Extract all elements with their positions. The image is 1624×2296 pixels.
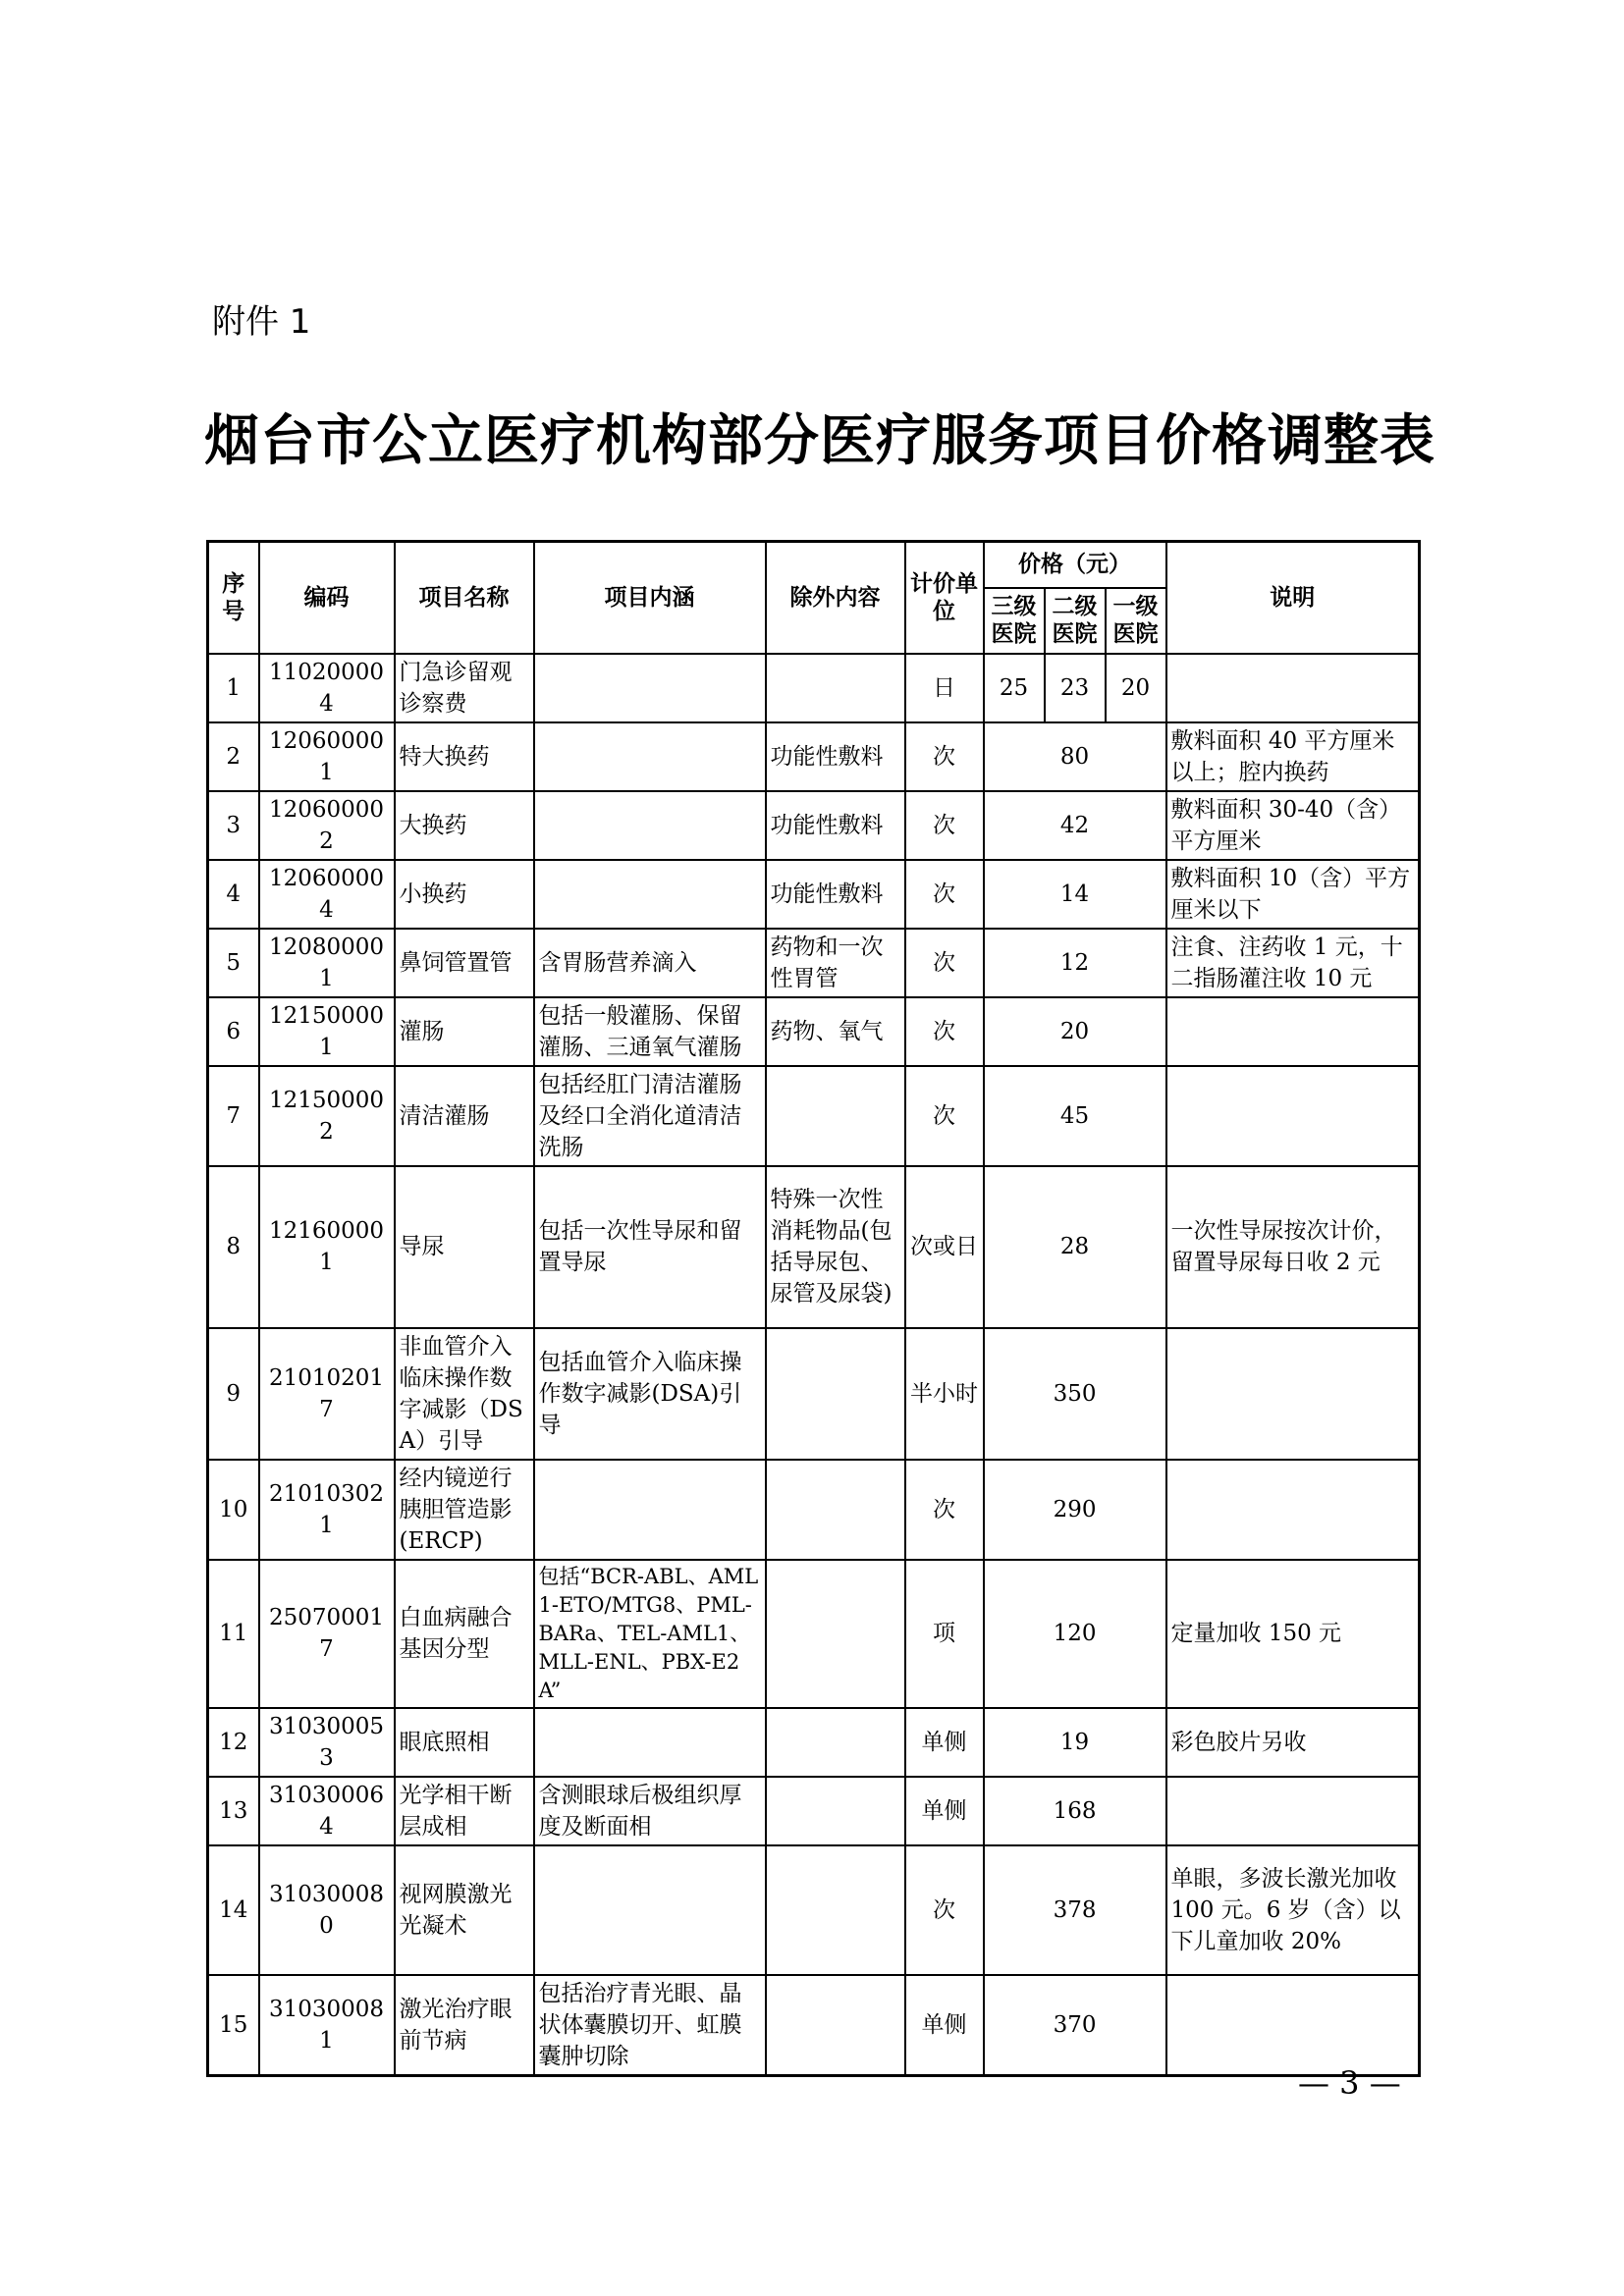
header-seq: 序号 <box>208 542 259 654</box>
cell-price: 120 <box>984 1560 1166 1708</box>
cell-excluded <box>766 1708 905 1777</box>
cell-content: 包括“BCR-ABL、AML1-ETO/MTG8、PML-BARa、TEL-AML1、MLL-ENL、PBX-E2A” <box>534 1560 766 1708</box>
cell-unit: 日 <box>905 654 984 722</box>
cell-code: 310300053 <box>259 1708 395 1777</box>
cell-price: 350 <box>984 1328 1166 1460</box>
cell-price: 28 <box>984 1166 1166 1328</box>
cell-content: 包括治疗青光眼、晶状体囊膜切开、虹膜囊肿切除 <box>534 1975 766 2076</box>
cell-unit: 次 <box>905 1845 984 1975</box>
cell-unit: 半小时 <box>905 1328 984 1460</box>
cell-name: 白血病融合基因分型 <box>395 1560 534 1708</box>
cell-content: 包括血管介入临床操作数字减影(DSA)引导 <box>534 1328 766 1460</box>
table-row <box>208 1560 1420 1708</box>
cell-code: 120600004 <box>259 860 395 929</box>
cell-excluded <box>766 1777 905 1845</box>
cell-note <box>1166 1328 1420 1460</box>
cell-name: 经内镜逆行胰胆管造影(ERCP) <box>395 1460 534 1560</box>
cell-code: 310300064 <box>259 1777 395 1845</box>
cell-name: 非血管介入临床操作数字减影（DSA）引导 <box>395 1328 534 1460</box>
header-tier3: 三级医院 <box>984 588 1045 654</box>
cell-unit: 次或日 <box>905 1166 984 1328</box>
cell-name: 大换药 <box>395 791 534 860</box>
cell-note: 敷料面积 30-40（含）平方厘米 <box>1166 791 1420 860</box>
cell-name: 视网膜激光光凝术 <box>395 1845 534 1975</box>
cell-unit: 次 <box>905 1066 984 1166</box>
cell-note <box>1166 1777 1420 1845</box>
cell-excluded <box>766 1460 905 1560</box>
cell-unit: 次 <box>905 791 984 860</box>
table-row <box>208 1777 1420 1845</box>
cell-name: 鼻饲管置管 <box>395 929 534 997</box>
cell-content: 含胃肠营养滴入 <box>534 929 766 997</box>
cell-name: 光学相干断层成相 <box>395 1777 534 1845</box>
header-tier2: 二级医院 <box>1045 588 1106 654</box>
cell-note <box>1166 997 1420 1066</box>
cell-note: 彩色胶片另收 <box>1166 1708 1420 1777</box>
header-tier1: 一级医院 <box>1106 588 1166 654</box>
cell-price: 80 <box>984 722 1166 791</box>
cell-unit: 次 <box>905 722 984 791</box>
cell-seq: 9 <box>208 1328 259 1460</box>
cell-unit: 单侧 <box>905 1777 984 1845</box>
cell-note: 单眼，多波长激光加收 100 元。6 岁（含）以下儿童加收 20% <box>1166 1845 1420 1975</box>
cell-unit: 单侧 <box>905 1975 984 2076</box>
cell-seq: 1 <box>208 654 259 722</box>
cell-price: 370 <box>984 1975 1166 2076</box>
price-adjustment-table <box>206 540 1421 2077</box>
cell-note: 定量加收 150 元 <box>1166 1560 1420 1708</box>
cell-excluded <box>766 1975 905 2076</box>
table-row <box>208 1166 1420 1328</box>
cell-content: 包括一般灌肠、保留灌肠、三通氧气灌肠 <box>534 997 766 1066</box>
cell-seq: 14 <box>208 1845 259 1975</box>
cell-seq: 15 <box>208 1975 259 2076</box>
table-row <box>208 860 1420 929</box>
cell-excluded <box>766 1066 905 1166</box>
table-row <box>208 997 1420 1066</box>
page-number: — 3 — <box>1298 2064 1401 2102</box>
cell-price: 378 <box>984 1845 1166 1975</box>
cell-content: 包括经肛门清洁灌肠及经口全消化道清洁洗肠 <box>534 1066 766 1166</box>
cell-seq: 6 <box>208 997 259 1066</box>
cell-code: 110200004 <box>259 654 395 722</box>
cell-price: 42 <box>984 791 1166 860</box>
header-content: 项目内涵 <box>534 542 766 654</box>
cell-code: 210102017 <box>259 1328 395 1460</box>
cell-content <box>534 791 766 860</box>
cell-note: 敷料面积 40 平方厘米以上；腔内换药 <box>1166 722 1420 791</box>
cell-unit: 项 <box>905 1560 984 1708</box>
cell-price: 168 <box>984 1777 1166 1845</box>
cell-code: 210103021 <box>259 1460 395 1560</box>
cell-seq: 4 <box>208 860 259 929</box>
cell-name: 灌肠 <box>395 997 534 1066</box>
cell-excluded <box>766 654 905 722</box>
document-title: 烟台市公立医疗机构部分医疗服务项目价格调整表 <box>204 409 1435 473</box>
cell-price-tier1: 20 <box>1106 654 1166 722</box>
cell-name: 导尿 <box>395 1166 534 1328</box>
cell-excluded: 药物、氧气 <box>766 997 905 1066</box>
cell-code: 120600002 <box>259 791 395 860</box>
cell-note: 一次性导尿按次计价，留置导尿每日收 2 元 <box>1166 1166 1420 1328</box>
cell-name: 门急诊留观诊察费 <box>395 654 534 722</box>
cell-code: 250700017 <box>259 1560 395 1708</box>
cell-content <box>534 1708 766 1777</box>
cell-code: 310300081 <box>259 1975 395 2076</box>
cell-excluded: 药物和一次性胃管 <box>766 929 905 997</box>
cell-unit: 次 <box>905 1460 984 1560</box>
cell-name: 特大换药 <box>395 722 534 791</box>
cell-note <box>1166 1460 1420 1560</box>
cell-price: 45 <box>984 1066 1166 1166</box>
cell-excluded <box>766 1560 905 1708</box>
table-row <box>208 791 1420 860</box>
cell-price: 14 <box>984 860 1166 929</box>
cell-price-tier3: 25 <box>984 654 1045 722</box>
cell-note: 注食、注药收 1 元，十二指肠灌注收 10 元 <box>1166 929 1420 997</box>
table-row <box>208 722 1420 791</box>
cell-price: 290 <box>984 1460 1166 1560</box>
cell-unit: 单侧 <box>905 1708 984 1777</box>
table-row <box>208 1066 1420 1166</box>
table-row <box>208 1708 1420 1777</box>
cell-seq: 13 <box>208 1777 259 1845</box>
header-code: 编码 <box>259 542 395 654</box>
table-row <box>208 1328 1420 1460</box>
cell-excluded: 功能性敷料 <box>766 791 905 860</box>
cell-name: 清洁灌肠 <box>395 1066 534 1166</box>
cell-content <box>534 1460 766 1560</box>
cell-seq: 2 <box>208 722 259 791</box>
cell-seq: 12 <box>208 1708 259 1777</box>
cell-name: 小换药 <box>395 860 534 929</box>
cell-seq: 7 <box>208 1066 259 1166</box>
cell-seq: 3 <box>208 791 259 860</box>
cell-price-tier2: 23 <box>1045 654 1106 722</box>
cell-seq: 11 <box>208 1560 259 1708</box>
cell-note <box>1166 654 1420 722</box>
header-unit: 计价单位 <box>905 542 984 654</box>
cell-code: 121500002 <box>259 1066 395 1166</box>
attachment-label: 附件 1 <box>212 302 311 342</box>
cell-content <box>534 654 766 722</box>
cell-name: 激光治疗眼前节病 <box>395 1975 534 2076</box>
cell-code: 120800001 <box>259 929 395 997</box>
cell-name: 眼底照相 <box>395 1708 534 1777</box>
cell-content: 含测眼球后极组织厚度及断面相 <box>534 1777 766 1845</box>
cell-content <box>534 860 766 929</box>
header-name: 项目名称 <box>395 542 534 654</box>
cell-seq: 10 <box>208 1460 259 1560</box>
cell-note: 敷料面积 10（含）平方厘米以下 <box>1166 860 1420 929</box>
cell-unit: 次 <box>905 860 984 929</box>
cell-price: 19 <box>984 1708 1166 1777</box>
cell-excluded: 功能性敷料 <box>766 722 905 791</box>
cell-code: 120600001 <box>259 722 395 791</box>
header-note: 说明 <box>1166 542 1420 654</box>
table-row <box>208 1460 1420 1560</box>
cell-seq: 5 <box>208 929 259 997</box>
cell-code: 121500001 <box>259 997 395 1066</box>
cell-excluded: 功能性敷料 <box>766 860 905 929</box>
cell-price: 12 <box>984 929 1166 997</box>
cell-content: 包括一次性导尿和留置导尿 <box>534 1166 766 1328</box>
table-row <box>208 1975 1420 2076</box>
table-row <box>208 654 1420 722</box>
cell-unit: 次 <box>905 929 984 997</box>
cell-excluded: 特殊一次性消耗物品(包括导尿包、尿管及尿袋) <box>766 1166 905 1328</box>
cell-note <box>1166 1066 1420 1166</box>
cell-unit: 次 <box>905 997 984 1066</box>
cell-note <box>1166 1975 1420 2076</box>
cell-seq: 8 <box>208 1166 259 1328</box>
cell-excluded <box>766 1328 905 1460</box>
table-header <box>208 542 1420 654</box>
cell-content <box>534 722 766 791</box>
table-row <box>208 929 1420 997</box>
table-row <box>208 1845 1420 1975</box>
cell-price: 20 <box>984 997 1166 1066</box>
header-excluded: 除外内容 <box>766 542 905 654</box>
cell-content <box>534 1845 766 1975</box>
cell-code: 121600001 <box>259 1166 395 1328</box>
cell-code: 310300080 <box>259 1845 395 1975</box>
header-price: 价格（元） <box>984 542 1166 588</box>
cell-excluded <box>766 1845 905 1975</box>
